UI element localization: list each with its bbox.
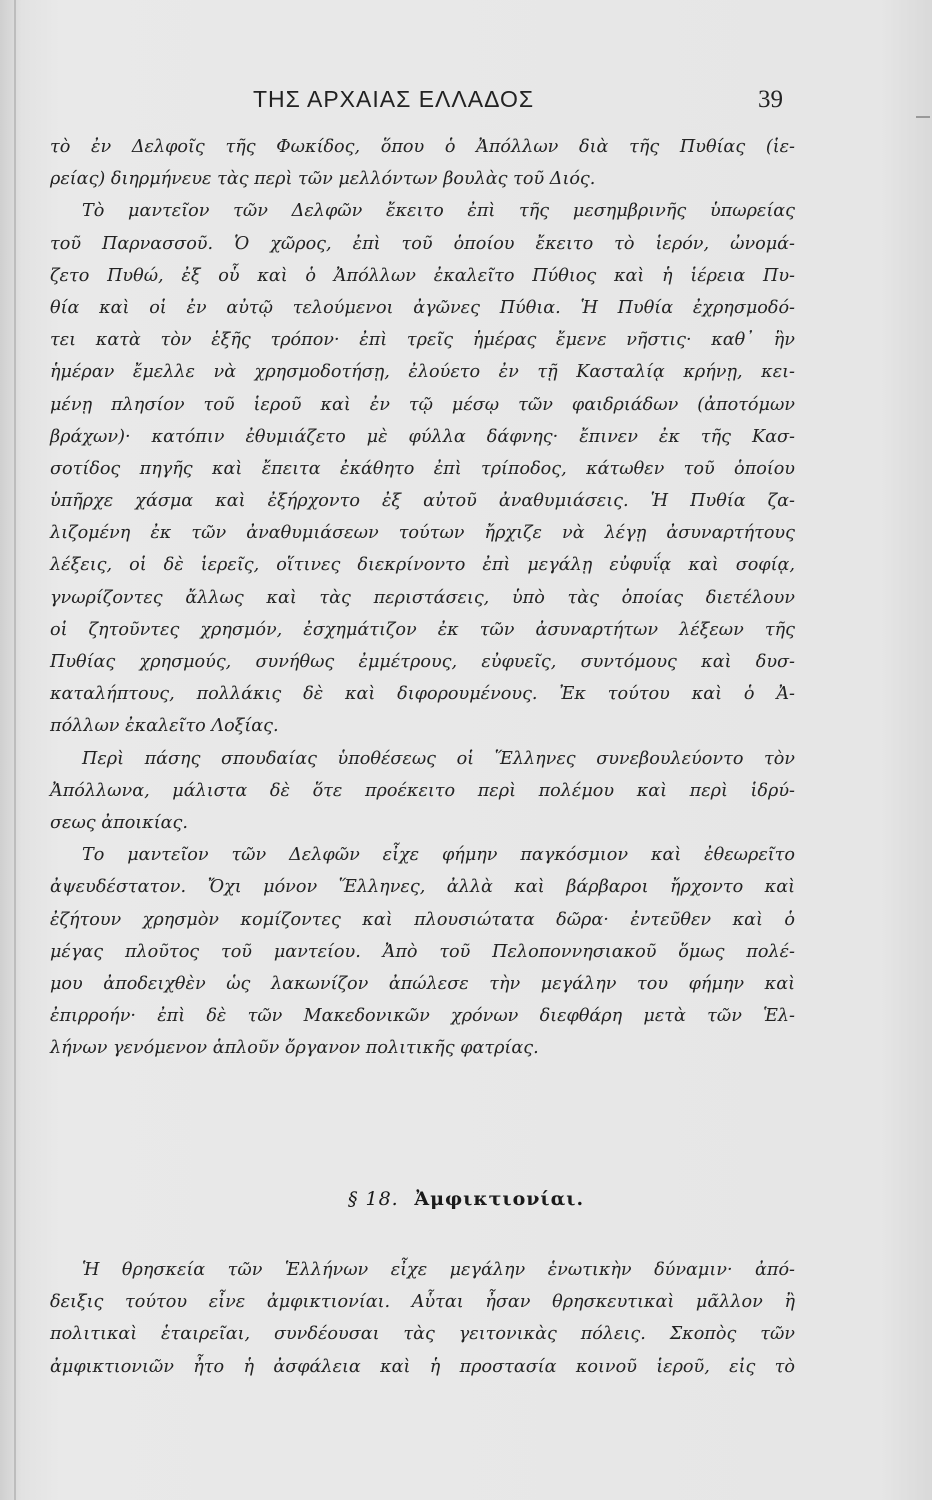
text-line: Το μαντεῖον τῶν Δελφῶν εἶχε φήμην παγκόσμιον καὶ ἐθεωρεῖτο	[82, 845, 795, 866]
text-line: τει κατὰ τὸν ἑξῆς τρόπον· ἐπὶ τρεῖς ἡμέρας ἔμενε νῆστις· καθ᾽ ἣν	[50, 330, 795, 351]
text-line: βράχων)· κατόπιν ἐθυμιάζετο μὲ φύλλα δάφνης· ἔπινεν ἐκ τῆς Κασ-	[50, 426, 795, 447]
text-line: λήνων γενόμενον ἁπλοῦν ὄργανον πολιτικῆς φατρίας.	[50, 1038, 539, 1059]
section-title: Ἀμφικτιονίαι.	[414, 1188, 585, 1210]
section-text	[50, 1254, 795, 1383]
text-line: τὸ ἐν Δελφοῖς τῆς Φωκίδος, ὅπου ὁ Ἀπόλλων διὰ τῆς Πυθίας (ἱε-	[50, 137, 795, 157]
text-line: Περὶ πάσης σπουδαίας ὑποθέσεως οἱ Ἕλληνες συνεβουλεύοντο τὸν	[82, 748, 795, 769]
text-line: δειξις τούτου εἶνε ἀμφικτιονίαι. Αὗται ἦσαν θρησκευτικαὶ μᾶλλον ἢ	[50, 1292, 795, 1313]
section-heading	[0, 1188, 932, 1210]
main-text	[50, 131, 795, 1064]
section-number: § 18.	[347, 1188, 399, 1210]
text-line: καταλήπτους, πολλάκις δὲ καὶ διφορουμένους. Ἐκ τούτου καὶ ὁ Ἀ-	[50, 684, 795, 705]
text-line: ἐζήτουν χρησμὸν κομίζοντες καὶ πλουσιώτατα δῶρα· ἐντεῦθεν καὶ ὁ	[50, 909, 795, 930]
text-line: Ἀπόλλωνα, μάλιστα δὲ ὅτε προέκειτο περὶ πολέμου καὶ περὶ ἱδρύ-	[50, 780, 795, 801]
text-line: ἐπιρροήν· ἐπὶ δὲ τῶν Μακεδονικῶν χρόνων διεφθάρη μετὰ τῶν Ἑλ-	[50, 1006, 795, 1027]
text-line: τοῦ Παρνασσοῦ. Ὁ χῶρος, ἐπὶ τοῦ ὁποίου ἔκειτο τὸ ἱερόν, ὠνομά-	[50, 233, 795, 254]
text-line: σεως ἀποικίας.	[50, 812, 188, 833]
text-line: πολιτικαὶ ἑταιρεῖαι, συνδέουσαι τὰς γειτονικὰς πόλεις. Σκοπὸς τῶν	[50, 1324, 795, 1345]
text-line: Πυθίας χρησμούς, συνήθως ἐμμέτρους, εὐφυεῖς, συντόμους καὶ δυσ-	[50, 652, 795, 672]
text-line: μου ἀποδειχθὲν ὡς λακωνίζον ἀπώλεσε τὴν μεγάλην του φήμην καὶ	[50, 973, 795, 994]
text-line: ἀμφικτιονιῶν ἦτο ἡ ἀσφάλεια καὶ ἡ προστασία κοινοῦ ἱεροῦ, εἰς τὸ	[50, 1356, 795, 1377]
text-line: μένῃ πλησίον τοῦ ἱεροῦ καὶ ἐν τῷ μέσῳ τῶν φαιδριάδων (ἀποτόμων	[50, 394, 795, 415]
text-line: ἡμέραν ἔμελλε νὰ χρησμοδοτήσῃ, ἐλούετο ἐν τῇ Κασταλίᾳ κρήνῃ, κει-	[50, 362, 795, 383]
text-line: θία καὶ οἱ ἐν αὐτῷ τελούμενοι ἀγῶνες Πύθια. Ἡ Πυθία ἐχρησμοδό-	[50, 297, 795, 318]
text-line: μέγας πλοῦτος τοῦ μαντείου. Ἀπὸ τοῦ Πελοποννησιακοῦ ὅμως πολέ-	[50, 941, 795, 962]
page-binding-edge	[14, 0, 16, 1500]
text-line: Ἡ θρησκεία τῶν Ἑλλήνων εἶχε μεγάλην ἑνωτικὴν δύναμιν· ἀπό-	[82, 1260, 795, 1280]
text-line: ζετο Πυθώ, ἐξ οὗ καὶ ὁ Ἀπόλλων ἐκαλεῖτο Πύθιος καὶ ἡ ἱέρεια Πυ-	[50, 265, 795, 286]
text-line: λέξεις, οἱ δὲ ἱερεῖς, οἵτινες διεκρίνοντο ἐπὶ μεγάλῃ εὐφυΐᾳ καὶ σοφίᾳ,	[50, 555, 795, 576]
text-line: σοτίδος πηγῆς καὶ ἔπειτα ἐκάθητο ἐπὶ τρίποδος, κάτωθεν τοῦ ὁποίου	[50, 458, 795, 479]
text-line: λιζομένη ἐκ τῶν ἀναθυμιάσεων τούτων ἤρχιζε νὰ λέγῃ ἀσυναρτήτους	[50, 523, 795, 544]
page-header	[0, 86, 932, 118]
page-number: 39	[758, 86, 783, 113]
text-line: ὑπῆρχε χάσμα καὶ ἐξήρχοντο ἐξ αὐτοῦ ἀναθυμιάσεις. Ἡ Πυθία ζα-	[50, 491, 795, 512]
text-line: γνωρίζοντες ἄλλως καὶ τὰς περιστάσεις, ὑπὸ τὰς ὁποίας διετέλουν	[50, 587, 795, 608]
text-line: ἀψευδέστατον. Ὄχι μόνον Ἕλληνες, ἀλλὰ καὶ βάρβαροι ἤρχοντο καὶ	[50, 877, 795, 898]
text-line: πόλλων ἐκαλεῖτο Λοξίας.	[50, 716, 279, 737]
text-line: ρείας) διηρμήνευε τὰς περὶ τῶν μελλόντων βουλὰς τοῦ Διός.	[50, 169, 596, 190]
text-line: Τὸ μαντεῖον τῶν Δελφῶν ἔκειτο ἐπὶ τῆς μεσημβρινῆς ὑπωρείας	[82, 201, 795, 222]
text-line: οἱ ζητοῦντες χρησμόν, ἐσχημάτιζον ἐκ τῶν ἀσυναρτήτων λέξεων τῆς	[50, 619, 795, 640]
running-title: ΤΗΣ ΑΡΧΑΙΑΣ ΕΛΛΑΔΟΣ	[253, 86, 535, 112]
